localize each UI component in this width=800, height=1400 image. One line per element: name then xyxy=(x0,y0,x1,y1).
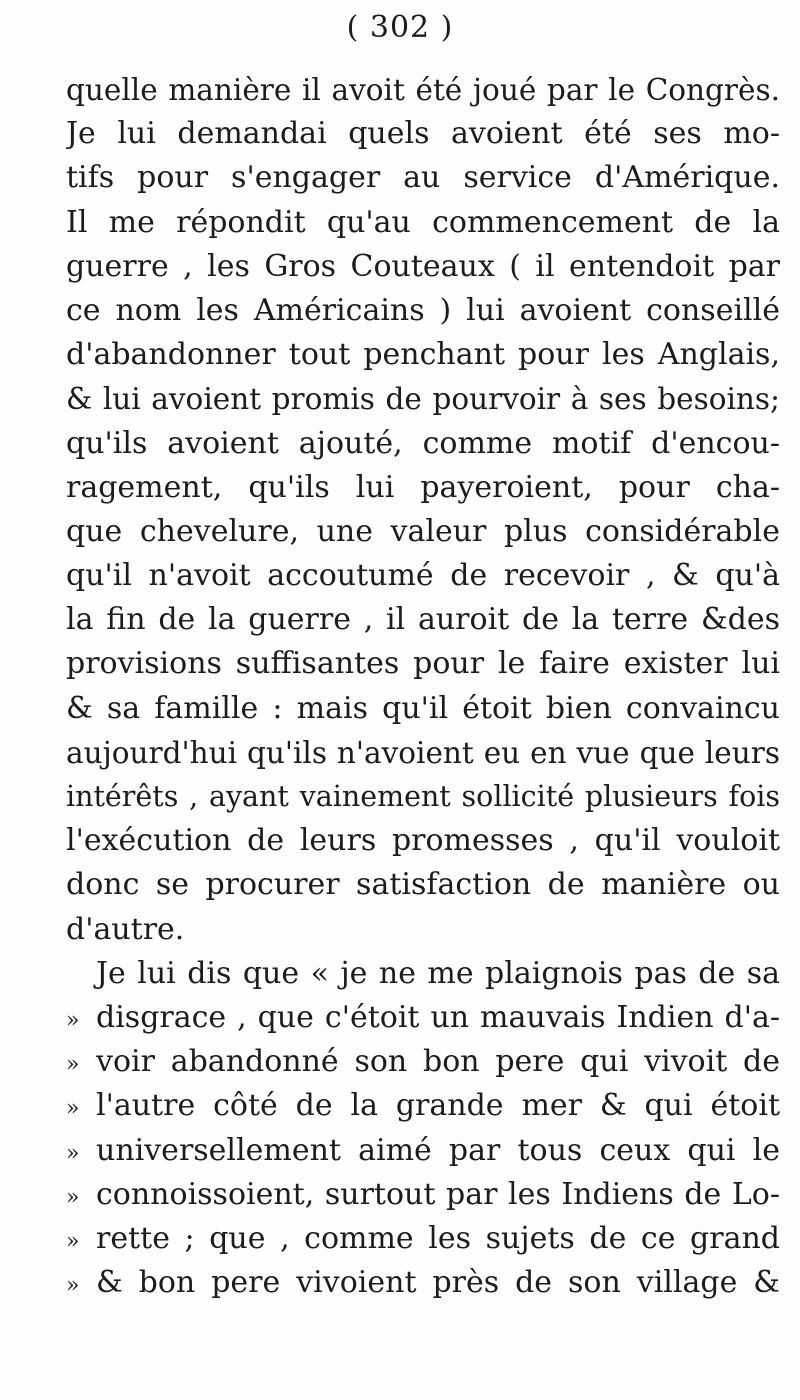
text-line: provisions suffisantes pour le faire exister lui xyxy=(66,646,780,682)
quoted-line xyxy=(66,1129,780,1173)
quote-mark: » xyxy=(66,1273,80,1299)
quote-mark: » xyxy=(66,1096,80,1122)
text-line: la fin de la guerre , il auroit de la terre &des xyxy=(66,602,780,638)
quoted-line-text: universellement aimé par tous ceux qui le xyxy=(96,1132,780,1168)
quote-mark: » xyxy=(66,1228,80,1254)
text-line: ce nom les Américains ) lui avoient conseillé xyxy=(66,292,780,328)
quoted-line-text: & bon pere vivoient près de son village & xyxy=(96,1265,780,1301)
text-line: Je lui demandai quels avoient été ses mo- xyxy=(66,116,780,152)
text-line: tifs pour s'engager au service d'Amérique. xyxy=(66,160,780,196)
text-line: d'autre. xyxy=(66,911,185,947)
text-line: & sa famille : mais qu'il étoit bien convaincu xyxy=(66,690,780,726)
text-line: guerre , les Gros Couteaux ( il entendoit par xyxy=(66,248,780,284)
text-line: que chevelure, une valeur plus considérable xyxy=(66,513,780,549)
quoted-line xyxy=(66,1084,780,1128)
quoted-line xyxy=(66,1261,780,1305)
quoted-line xyxy=(66,996,780,1040)
page-body-text xyxy=(66,68,780,1305)
quoted-line-text: connoissoient, surtout par les Indiens de Lo- xyxy=(96,1176,780,1212)
quoted-line-text: disgrace , que c'étoit un mauvais Indien d'a- xyxy=(96,999,780,1035)
quoted-line xyxy=(66,1217,780,1261)
quoted-line-text: l'autre côté de la grande mer & qui étoit xyxy=(96,1088,780,1124)
text-line: d'abandonner tout penchant pour les Anglais, xyxy=(66,337,780,373)
text-line: quelle manière il avoit été joué par le Congrès. xyxy=(66,73,780,107)
quote-mark: » xyxy=(66,1007,80,1033)
page-number: ( 302 ) xyxy=(346,10,454,45)
text-line: aujourd'hui qu'ils n'avoient eu en vue que leurs xyxy=(66,735,780,770)
text-line: l'exécution de leurs promesses , qu'il vouloit xyxy=(66,823,780,859)
quote-mark: » xyxy=(66,1052,80,1078)
text-line: qu'il n'avoit accoutumé de recevoir , & qu'à xyxy=(66,558,780,594)
quoted-line xyxy=(66,1173,780,1217)
quoted-line xyxy=(66,1040,780,1084)
quote-mark: » xyxy=(66,1184,80,1210)
quote-mark: » xyxy=(66,1140,80,1166)
text-line: intérêts , ayant vainement sollicité plusieurs fois xyxy=(66,780,780,813)
text-line: Il me répondit qu'au commencement de la xyxy=(66,204,780,240)
text-line: qu'ils avoient ajouté, comme motif d'encou- xyxy=(66,425,780,461)
quoted-line-text: rette ; que , comme les sujets de ce grand xyxy=(96,1220,780,1256)
text-line: & lui avoient promis de pourvoir à ses besoins; xyxy=(66,382,780,417)
text-line: donc se procurer satisfaction de manière ou xyxy=(66,867,780,903)
text-line: ragement, qu'ils lui payeroient, pour cha- xyxy=(66,469,780,505)
quoted-line-text: voir abandonné son bon pere qui vivoit de xyxy=(96,1044,780,1080)
quote-opening-line: Je lui dis que « je ne me plaignois pas de sa xyxy=(96,955,780,991)
